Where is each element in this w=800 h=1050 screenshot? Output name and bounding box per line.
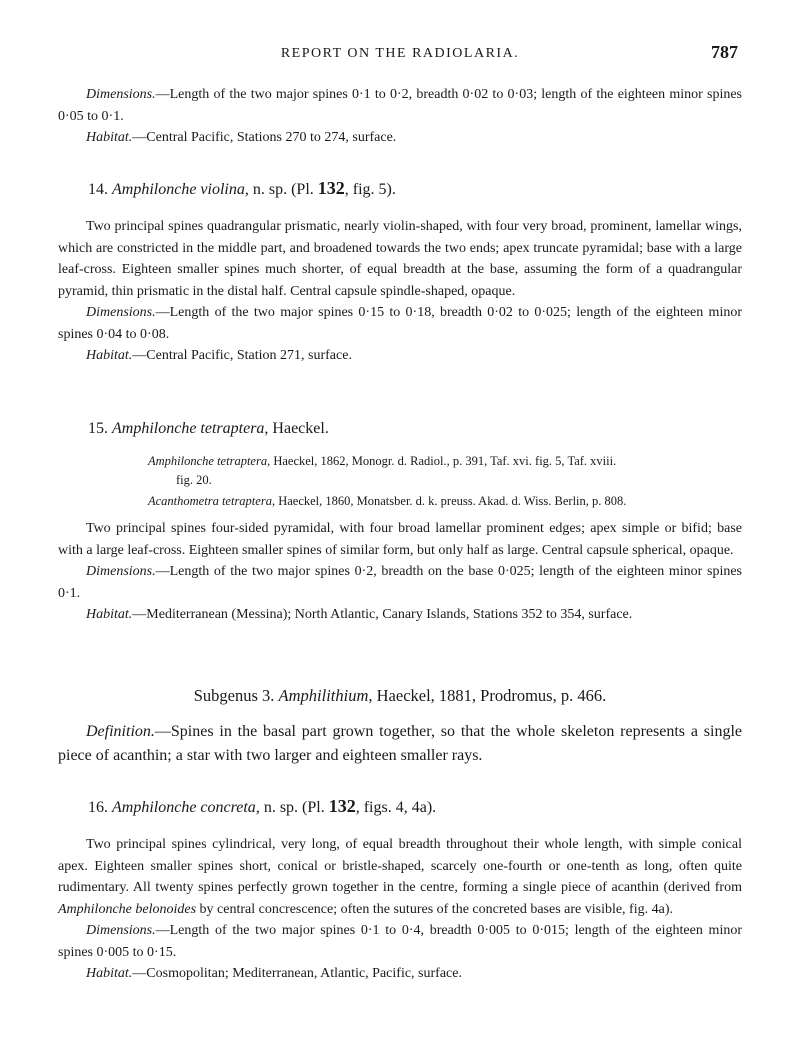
species-14-title [88, 178, 396, 199]
dimensions-label: Dimensions. [86, 87, 156, 102]
dimensions-label: Dimensions. [86, 923, 156, 938]
habitat-text: —Cosmopolitan; Mediterranean, Atlantic, Pacific, surface. [132, 966, 462, 981]
habitat-label: Habitat. [86, 607, 133, 622]
species-number: 14. [88, 181, 108, 198]
species-suffix: , Haeckel. [264, 420, 329, 437]
figure-ref: , fig. 5). [344, 181, 396, 198]
species-15-title [88, 420, 329, 438]
subgenus-suffix: , Haeckel, 1881, Prodromus, p. 466. [368, 686, 607, 705]
habitat-text: —Mediterranean (Messina); North Atlantic, Canary Islands, Stations 352 to 354, surface. [132, 607, 633, 622]
definition-label: Definition. [86, 723, 155, 740]
synonymy-list [148, 452, 742, 513]
habitat-paragraph [58, 127, 742, 149]
species-suffix: , n. sp. (Pl. [244, 181, 318, 198]
species-16-title [88, 796, 436, 817]
species-number: 15. [88, 420, 108, 437]
running-head: REPORT ON THE RADIOLARIA. [280, 46, 520, 61]
dimensions-paragraph [58, 302, 742, 345]
subgenus-heading [0, 686, 800, 706]
description-paragraph: Two principal spines four-sided pyramidal, with four broad lamellar prominent edges; apex simple or bifid; base with a large leaf-cross. Eighteen smaller spines of similar form, but only half as large. Central capsule spherical, opaque. [58, 521, 742, 558]
species-name: Amphilonche concreta [112, 799, 256, 816]
definition-text: —Spines in the basal part grown together, so that the whole skeleton represents a single piece of acanthin; a star with two larger and eighteen smaller rays. [58, 723, 742, 764]
description-text: Two principal spines cylindrical, very long, of equal breadth throughout their whole length, with simple conical apex. Eighteen smaller spines short, conical or bristle-shaped, scarcely one-fourth or one-tenth as long, often quite rudimentary. All twenty spines perfectly grown together in the centre, forming a single piece of acanthin (derived from [58, 837, 742, 895]
habitat-label: Habitat. [86, 130, 133, 145]
subgenus-name: Amphilithium [278, 686, 369, 705]
species-15-body [58, 518, 742, 626]
synonym-citation: , Haeckel, 1860, Monatsber. d. k. preuss. Akad. d. Wiss. Berlin, p. 808. [271, 494, 627, 508]
dimensions-label: Dimensions. [86, 305, 156, 320]
plate-number: 132 [317, 178, 345, 198]
synonym-citation: , Haeckel, 1862, Monogr. d. Radiol., p. 391, Taf. xvi. fig. 5, Taf. xviii. [267, 454, 617, 468]
description-paragraph: Two principal spines quadrangular prismatic, nearly violin-shaped, with four very broad, prominent, lamellar wings, which are constricted in the middle part, and broadened towards the two ends; apex truncate pyramidal; base with a large leaf-cross. Eighteen smaller spines much shorter, of equal breadth at the base, assuming the form of a quadrangular pyramid, thin prismatic in the distal half. Central capsule spindle-shaped, opaque. [58, 219, 742, 299]
synonym-entry [148, 492, 742, 511]
habitat-paragraph [58, 604, 742, 626]
species-name: Amphilonche tetraptera [112, 420, 265, 437]
dimensions-text: —Length of the two major spines 0·1 to 0·4, breadth 0·005 to 0·015; length of the eighteen minor spines 0·005 to 0·15. [58, 923, 742, 960]
page-number: 787 [711, 42, 738, 62]
dimensions-paragraph [58, 561, 742, 604]
synonym-name: Acanthometra tetraptera [148, 494, 272, 508]
plate-number: 132 [328, 796, 356, 816]
page-header [0, 42, 800, 66]
synonym-citation-cont: fig. 20. [176, 473, 212, 487]
habitat-paragraph [58, 963, 742, 985]
habitat-paragraph [58, 345, 742, 367]
description-paragraph [58, 834, 742, 920]
definition-paragraph [58, 720, 742, 768]
dimensions-text: —Length of the two major spines 0·1 to 0·2, breadth 0·02 to 0·03; length of the eighteen minor spines 0·05 to 0·1. [58, 87, 742, 124]
habitat-text: —Central Pacific, Station 271, surface. [132, 348, 352, 363]
species-16-body [58, 834, 742, 985]
previous-species-block [58, 84, 742, 149]
dimensions-label: Dimensions. [86, 564, 156, 579]
dimensions-text: —Length of the two major spines 0·15 to 0·18, breadth 0·02 to 0·025; length of the eighteen minor spines 0·04 to 0·08. [58, 305, 742, 342]
subgenus-prefix: Subgenus 3. [193, 686, 279, 705]
description-species-ref: Amphilonche belonoides [58, 901, 197, 917]
dimensions-paragraph [58, 84, 742, 127]
species-suffix: , n. sp. (Pl. [255, 799, 329, 816]
synonym-entry [148, 452, 742, 490]
habitat-label: Habitat. [86, 348, 133, 363]
description-text-cont: by central concrescence; often the sutures of the concreted bases are visible, fig. 4a). [196, 901, 673, 917]
species-number: 16. [88, 799, 108, 816]
habitat-label: Habitat. [86, 966, 133, 981]
species-14-body [58, 216, 742, 367]
figure-ref: , figs. 4, 4a). [355, 799, 437, 816]
synonym-name: Amphilonche tetraptera [148, 454, 268, 468]
species-name: Amphilonche violina [112, 181, 245, 198]
subgenus-definition [58, 720, 742, 768]
habitat-text: —Central Pacific, Stations 270 to 274, surface. [132, 130, 397, 145]
dimensions-paragraph [58, 920, 742, 963]
dimensions-text: —Length of the two major spines 0·2, breadth on the base 0·025; length of the eighteen minor spines 0·1. [58, 564, 742, 601]
